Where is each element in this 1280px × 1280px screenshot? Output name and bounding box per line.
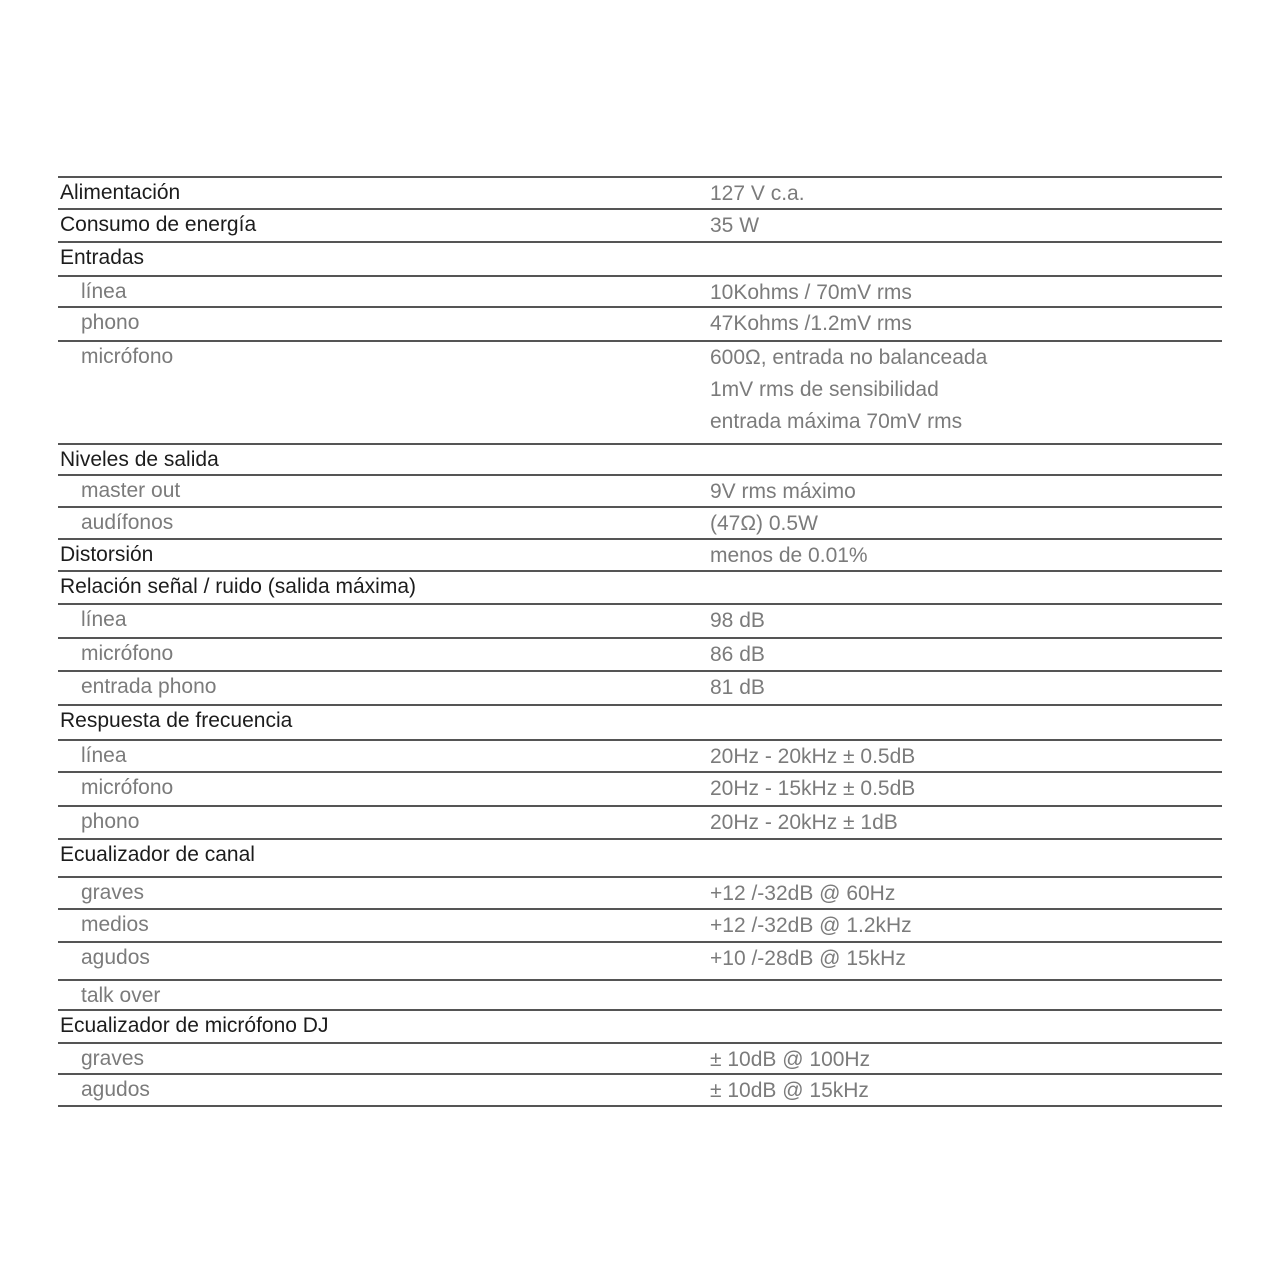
spec-sub-row	[58, 741, 1222, 773]
spec-label	[58, 840, 710, 870]
spec-label-text: phono	[81, 311, 140, 334]
spec-value-line: entrada máxima 70mV rms	[710, 410, 963, 433]
spec-label-text: entrada phono	[81, 675, 217, 698]
spec-value-line: 600Ω, entrada no balanceada	[710, 346, 988, 369]
spec-label	[58, 981, 710, 1011]
spec-sub-row	[58, 639, 1222, 672]
spec-sub-row	[58, 1075, 1222, 1107]
spec-value-line: 10Kohms / 70mV rms	[710, 281, 912, 304]
spec-section-row	[58, 1011, 1222, 1044]
spec-value	[710, 741, 1222, 773]
spec-label-text: línea	[81, 744, 127, 767]
spec-value	[710, 943, 1222, 975]
spec-label	[58, 807, 710, 837]
spec-label-text: medios	[81, 913, 149, 936]
spec-label-text: línea	[81, 608, 127, 631]
spec-sub-row	[58, 342, 1222, 445]
spec-value-line: 9V rms máximo	[710, 480, 856, 503]
spec-value-line: 20Hz - 20kHz ± 1dB	[710, 811, 898, 834]
spec-label-text: Niveles de salida	[60, 448, 219, 471]
spec-label	[58, 210, 710, 240]
spec-section-row	[58, 840, 1222, 878]
spec-label-text: Ecualizador de micrófono DJ	[60, 1014, 329, 1037]
spec-sub-row	[58, 981, 1222, 1011]
spec-label-text: phono	[81, 810, 140, 833]
spec-value	[710, 672, 1222, 704]
spec-value	[710, 540, 1222, 572]
spec-label	[58, 572, 710, 602]
spec-value-line: 35 W	[710, 214, 760, 237]
spec-label	[58, 878, 710, 908]
spec-value	[710, 1044, 1222, 1076]
spec-label	[58, 706, 710, 736]
spec-value	[710, 277, 1222, 309]
spec-label	[58, 445, 710, 475]
spec-sub-row	[58, 943, 1222, 981]
spec-value-line: 98 dB	[710, 609, 765, 632]
spec-value	[710, 807, 1222, 839]
spec-label	[58, 508, 710, 538]
spec-section-row	[58, 243, 1222, 277]
spec-value-line: 20Hz - 20kHz ± 0.5dB	[710, 745, 916, 768]
spec-label-text: micrófono	[81, 776, 174, 799]
spec-label	[58, 476, 710, 506]
spec-label	[58, 741, 710, 771]
spec-section-row	[58, 445, 1222, 476]
spec-label	[58, 639, 710, 669]
spec-sub-row	[58, 910, 1222, 943]
spec-label-text: agudos	[81, 1078, 150, 1101]
spec-value	[710, 639, 1222, 671]
spec-label-text: micrófono	[81, 642, 174, 665]
spec-label-text: micrófono	[81, 345, 174, 368]
spec-value-line: (47Ω) 0.5W	[710, 512, 818, 535]
spec-label	[58, 605, 710, 635]
spec-value	[710, 878, 1222, 910]
spec-label-text: Ecualizador de canal	[60, 843, 255, 866]
spec-value-line: 81 dB	[710, 676, 765, 699]
spec-value	[710, 342, 1222, 438]
spec-sub-row	[58, 476, 1222, 508]
spec-label-text: Relación señal / ruido (salida máxima)	[60, 575, 416, 598]
spec-value-line: menos de 0.01%	[710, 544, 868, 567]
spec-section-row	[58, 572, 1222, 605]
spec-value-line: 20Hz - 15kHz ± 0.5dB	[710, 777, 916, 800]
spec-label-text: Entradas	[60, 246, 145, 269]
spec-label	[58, 308, 710, 338]
spec-value	[710, 178, 1222, 210]
spec-label	[58, 277, 710, 307]
spec-sub-row	[58, 508, 1222, 540]
spec-label-text: graves	[81, 1047, 145, 1070]
spec-label-text: master out	[81, 479, 181, 502]
spec-section-row	[58, 706, 1222, 741]
spec-sub-row	[58, 807, 1222, 840]
spec-value	[710, 476, 1222, 508]
spec-sub-row	[58, 277, 1222, 308]
spec-sub-row	[58, 878, 1222, 910]
spec-label-text: línea	[81, 280, 127, 303]
spec-value-line: 47Kohms /1.2mV rms	[710, 312, 912, 335]
spec-value-line: ± 10dB @ 15kHz	[710, 1079, 869, 1102]
spec-value-line: ± 10dB @ 100Hz	[710, 1048, 871, 1071]
spec-label	[58, 1075, 710, 1105]
spec-value	[710, 210, 1222, 242]
spec-value	[710, 1075, 1222, 1107]
spec-label-text: audífonos	[81, 511, 174, 534]
spec-label	[58, 540, 710, 570]
spec-table	[58, 176, 1222, 1107]
spec-label-text: Distorsión	[60, 543, 154, 566]
spec-value	[710, 605, 1222, 637]
spec-label-text: Alimentación	[60, 181, 181, 204]
spec-label-text: graves	[81, 881, 145, 904]
spec-value-line: 86 dB	[710, 643, 765, 666]
spec-label	[58, 342, 710, 372]
spec-value-line: 1mV rms de sensibilidad	[710, 378, 939, 401]
spec-label-text: talk over	[81, 984, 161, 1007]
spec-label	[58, 1011, 710, 1041]
spec-sub-row	[58, 1044, 1222, 1075]
spec-sub-row	[58, 672, 1222, 706]
spec-sub-row	[58, 773, 1222, 807]
spec-value-line: +12 /-32dB @ 60Hz	[710, 882, 896, 905]
spec-label-text: Respuesta de frecuencia	[60, 709, 293, 732]
spec-value	[710, 773, 1222, 805]
spec-value	[710, 308, 1222, 340]
spec-value-line: 127 V c.a.	[710, 182, 805, 205]
spec-section-row	[58, 178, 1222, 210]
spec-value	[710, 508, 1222, 540]
spec-label	[58, 672, 710, 702]
spec-sub-row	[58, 605, 1222, 639]
spec-section-row	[58, 210, 1222, 243]
spec-label	[58, 243, 710, 273]
spec-label	[58, 773, 710, 803]
spec-label	[58, 178, 710, 208]
spec-section-row	[58, 540, 1222, 572]
spec-value-line: +12 /-32dB @ 1.2kHz	[710, 914, 912, 937]
spec-sub-row	[58, 308, 1222, 342]
spec-value-line: +10 /-28dB @ 15kHz	[710, 947, 906, 970]
spec-label	[58, 1044, 710, 1074]
spec-value	[710, 910, 1222, 942]
spec-label	[58, 943, 710, 973]
spec-label	[58, 910, 710, 940]
spec-label-text: agudos	[81, 946, 150, 969]
spec-label-text: Consumo de energía	[60, 213, 257, 236]
